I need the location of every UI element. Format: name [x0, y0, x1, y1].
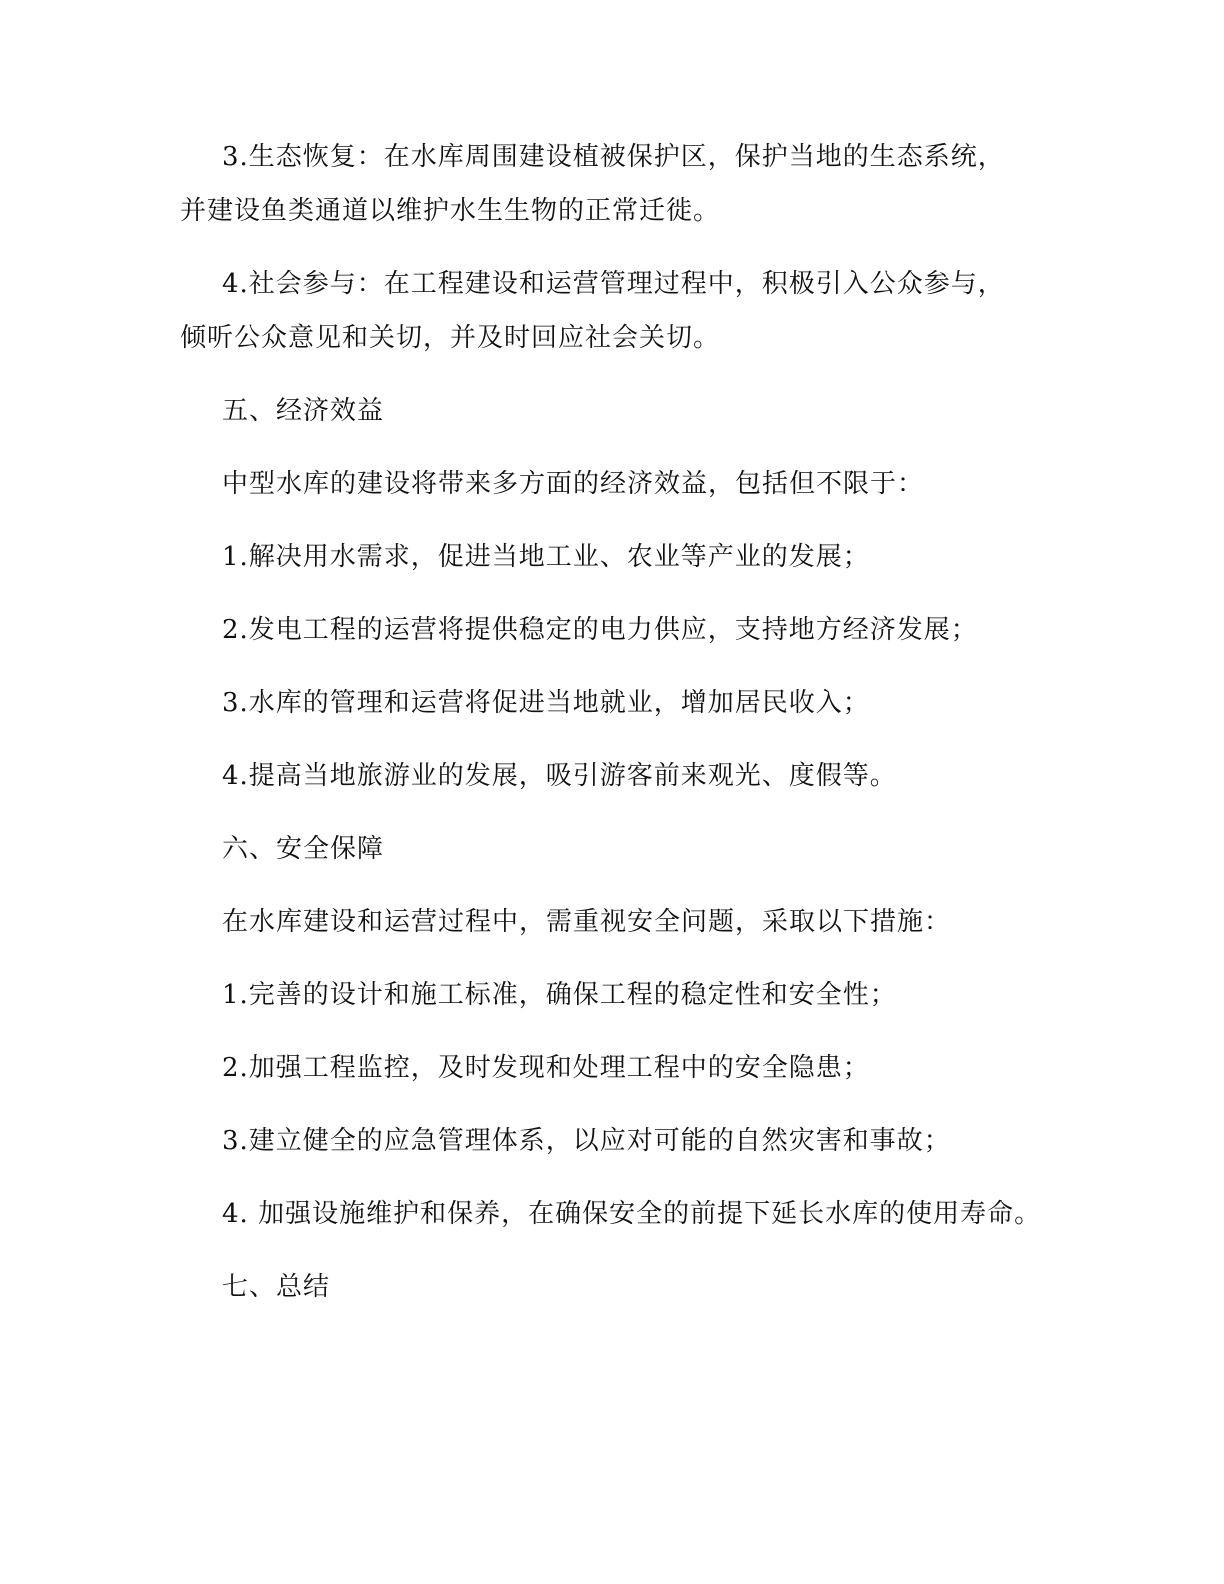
list-item-economic-4: 4.提高当地旅游业的发展，吸引游客前来观光、度假等。 [222, 761, 897, 791]
paragraph-ecology-line-2: 并建设鱼类通道以维护水生生物的正常迁徙。 [180, 196, 721, 226]
list-item-safety-4: 4. 加强设施维护和保养，在确保安全的前提下延长水库的使用寿命。 [222, 1199, 1042, 1229]
paragraph-safety-intro: 在水库建设和运营过程中，需重视安全问题，采取以下措施： [222, 907, 952, 937]
list-item-economic-1: 1.解决用水需求，促进当地工业、农业等产业的发展； [222, 542, 870, 572]
paragraph-public-line-1: 4.社会参与：在工程建设和运营管理过程中，积极引入公众参与， [222, 269, 1005, 299]
section-heading-summary: 七、总结 [222, 1272, 331, 1302]
list-item-economic-3: 3.水库的管理和运营将促进当地就业，增加居民收入； [222, 688, 870, 718]
list-item-safety-2: 2.加强工程监控，及时发现和处理工程中的安全隐患； [222, 1053, 870, 1083]
list-item-safety-3: 3.建立健全的应急管理体系，以应对可能的自然灾害和事故； [222, 1126, 951, 1156]
list-item-economic-2: 2.发电工程的运营将提供稳定的电力供应，支持地方经济发展； [222, 615, 978, 645]
section-heading-economic: 五、经济效益 [222, 396, 385, 426]
paragraph-public-line-2: 倾听公众意见和关切，并及时回应社会关切。 [180, 323, 721, 353]
paragraph-economic-intro: 中型水库的建设将带来多方面的经济效益，包括但不限于： [222, 469, 925, 499]
list-item-safety-1: 1.完善的设计和施工标准，确保工程的稳定性和安全性； [222, 980, 897, 1010]
paragraph-ecology-line-1: 3.生态恢复：在水库周围建设植被保护区，保护当地的生态系统， [222, 142, 1005, 172]
section-heading-safety: 六、安全保障 [222, 834, 385, 864]
